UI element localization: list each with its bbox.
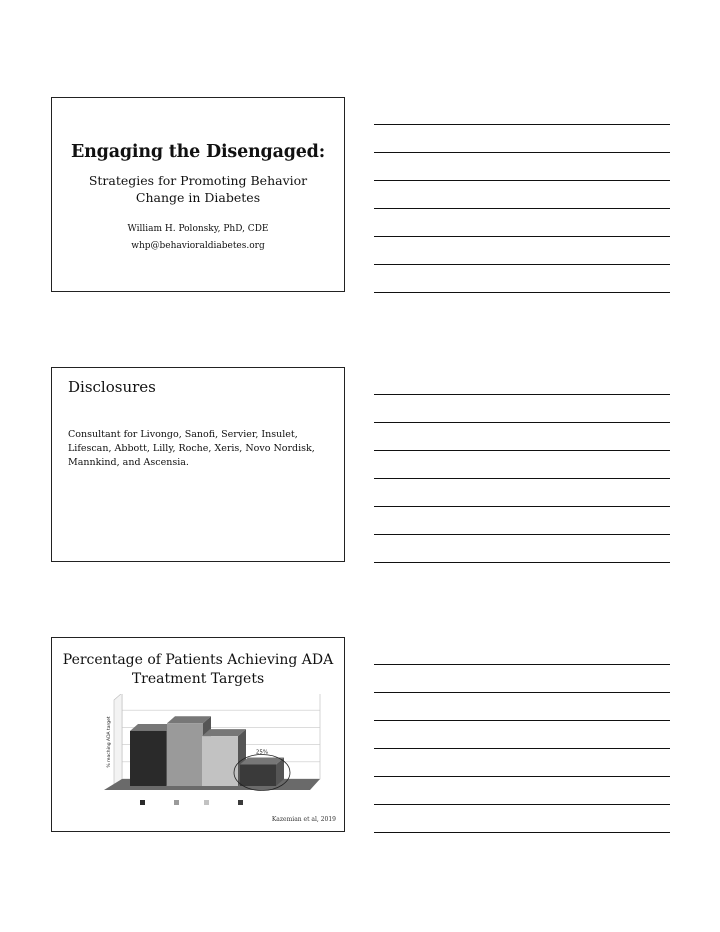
note-line bbox=[374, 479, 670, 507]
note-line bbox=[374, 507, 670, 535]
notes-lines-2 bbox=[374, 367, 670, 563]
bar bbox=[167, 723, 203, 786]
note-line bbox=[374, 367, 670, 395]
notes-lines-1 bbox=[374, 97, 670, 293]
note-line bbox=[374, 237, 670, 265]
slide-2 bbox=[51, 367, 345, 562]
slide-2-title: Disclosures bbox=[68, 378, 156, 396]
note-line bbox=[374, 693, 670, 721]
legend-marker bbox=[174, 800, 179, 805]
bar bbox=[240, 765, 276, 787]
slide-3 bbox=[51, 637, 345, 832]
note-line bbox=[374, 265, 670, 293]
bar bbox=[130, 731, 166, 786]
slide-1 bbox=[51, 97, 345, 292]
legend-marker bbox=[238, 800, 243, 805]
legend-marker bbox=[140, 800, 145, 805]
note-line bbox=[374, 535, 670, 563]
bar bbox=[202, 736, 238, 786]
data-label: 25% bbox=[255, 749, 269, 756]
y-axis-label: % reaching ADA target bbox=[107, 716, 112, 768]
chart-side-wall bbox=[114, 694, 122, 786]
bar-chart bbox=[74, 694, 324, 810]
note-line bbox=[374, 749, 670, 777]
note-line bbox=[374, 805, 670, 833]
note-line bbox=[374, 181, 670, 209]
slide-1-title: Engaging the Disengaged: bbox=[71, 142, 325, 162]
slide-1-author: William H. Polonsky, PhD, CDE bbox=[127, 224, 269, 234]
slide-1-email: whp@behavioraldiabetes.org bbox=[131, 241, 265, 251]
slide-3-title: Percentage of Patients Achieving ADA Treatment Targets bbox=[62, 652, 334, 687]
note-line bbox=[374, 153, 670, 181]
notes-lines-3 bbox=[374, 637, 670, 833]
note-line bbox=[374, 423, 670, 451]
note-line bbox=[374, 451, 670, 479]
note-line bbox=[374, 125, 670, 153]
note-line bbox=[374, 777, 670, 805]
note-line bbox=[374, 209, 670, 237]
note-line bbox=[374, 395, 670, 423]
note-line bbox=[374, 97, 670, 125]
note-line bbox=[374, 665, 670, 693]
citation: Kazemian et al, 2019 bbox=[271, 816, 336, 823]
legend-marker bbox=[204, 800, 209, 805]
slide-1-subtitle: Strategies for Promoting Behavior Change in Diabetes bbox=[88, 173, 308, 205]
note-line bbox=[374, 721, 670, 749]
chart-container bbox=[74, 694, 324, 810]
note-line bbox=[374, 637, 670, 665]
slide-2-body: Consultant for Livongo, Sanofi, Servier, Insulet, Lifescan, Abbott, Lilly, Roche, Xeris, Novo Nordisk, Mannkind, and Ascensia. bbox=[68, 429, 315, 468]
